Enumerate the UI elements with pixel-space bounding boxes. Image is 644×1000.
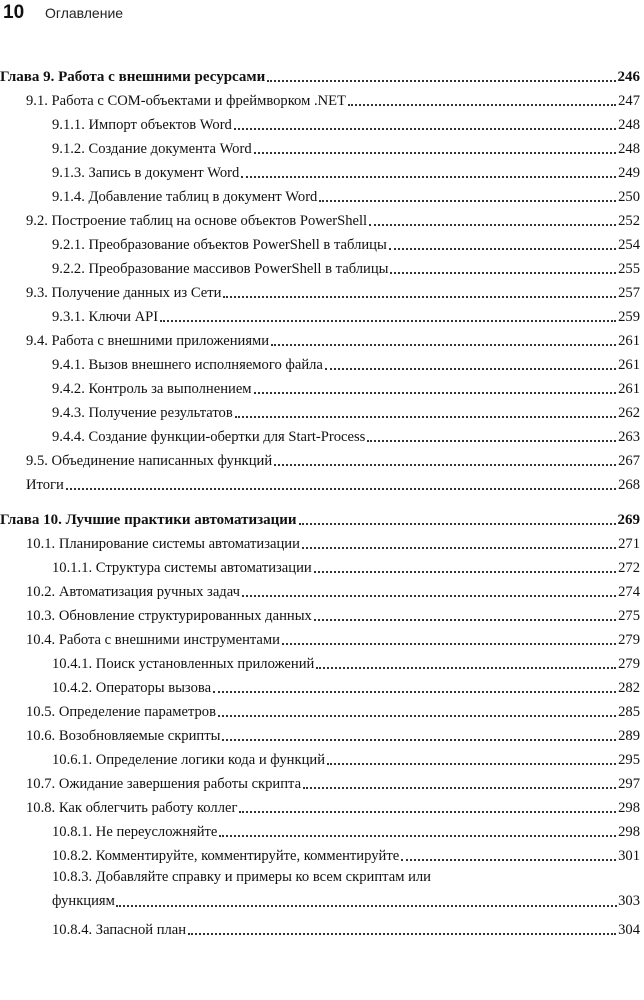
toc-chapter[interactable] <box>0 62 640 86</box>
dot-leader <box>271 343 616 346</box>
running-title: Оглавление <box>45 5 124 21</box>
toc-entry-page: 257 <box>618 285 640 301</box>
toc-entry-page: 269 <box>617 512 640 528</box>
toc-entry[interactable] <box>0 182 640 206</box>
dot-leader <box>367 439 616 442</box>
toc-entry-page: 298 <box>618 800 640 816</box>
toc-entry-page: 285 <box>618 704 640 720</box>
toc-entry[interactable] <box>0 745 640 769</box>
toc-entry-page: 261 <box>618 381 640 397</box>
toc-entry-page: 252 <box>618 213 640 229</box>
toc-entry[interactable] <box>0 350 640 374</box>
table-of-contents <box>0 62 640 939</box>
toc-entry[interactable] <box>0 649 640 673</box>
toc-entry-title: 10.3. Обновление структурированных данных <box>26 608 312 624</box>
toc-entry-page: 279 <box>618 632 640 648</box>
toc-entry[interactable] <box>0 134 640 158</box>
toc-entry-page: 268 <box>618 477 640 493</box>
toc-entry[interactable] <box>0 697 640 721</box>
toc-entry-title: 9.4. Работа с внешними приложениями <box>26 333 270 349</box>
toc-entry-page: 279 <box>618 656 640 672</box>
toc-entry[interactable] <box>0 601 640 625</box>
toc-entry-page: 263 <box>618 429 640 445</box>
toc-entry[interactable] <box>0 86 640 110</box>
toc-entry-title: 10.4.1. Поиск установленных приложений <box>52 656 315 672</box>
toc-entry-title: 9.2. Построение таблиц на основе объектов PowerShell <box>26 213 368 229</box>
toc-entry-title: Итоги <box>26 477 64 493</box>
toc-entry-title: 9.4.3. Получение результатов <box>52 405 233 421</box>
toc-entry[interactable] <box>0 230 640 254</box>
toc-entry[interactable] <box>0 577 640 601</box>
toc-entry-title: Глава 10. Лучшие практики автоматизации <box>0 512 297 528</box>
toc-entry-title: 9.4.4. Создание функции-обертки для Start-Process <box>52 429 366 445</box>
toc-entry-title: 9.1.3. Запись в документ Word <box>52 165 240 181</box>
dot-leader <box>369 223 616 226</box>
toc-entry-title: 9.2.2. Преобразование массивов PowerShell в таблицы <box>52 261 389 277</box>
toc-entry[interactable] <box>0 158 640 182</box>
toc-chapter[interactable] <box>0 505 640 529</box>
page-number: 10 <box>3 2 25 23</box>
toc-entry-page: 261 <box>618 357 640 373</box>
dot-leader <box>327 762 616 765</box>
dot-leader <box>314 570 616 573</box>
toc-entry-title: 9.1.1. Импорт объектов Word <box>52 117 232 133</box>
dot-leader <box>242 594 616 597</box>
dot-leader <box>66 487 616 490</box>
toc-entry-title: 10.4. Работа с внешними инструментами <box>26 632 280 648</box>
dot-leader <box>390 271 616 274</box>
dot-leader <box>218 714 616 717</box>
dot-leader <box>160 319 616 322</box>
toc-entry-page: 249 <box>618 165 640 181</box>
toc-entry[interactable] <box>0 398 640 422</box>
toc-entry-page: 298 <box>618 824 640 840</box>
dot-leader <box>239 810 616 813</box>
toc-entry[interactable] <box>0 865 640 915</box>
dot-leader <box>213 690 616 693</box>
toc-entry[interactable] <box>0 446 640 470</box>
toc-entry-page: 272 <box>618 560 640 576</box>
toc-entry-title: 10.5. Определение параметров <box>26 704 216 720</box>
toc-entry-page: 301 <box>618 848 640 864</box>
dot-leader <box>219 834 616 837</box>
toc-entry[interactable] <box>0 793 640 817</box>
toc-entry-page: 246 <box>617 69 640 85</box>
toc-entry-page: 254 <box>618 237 640 253</box>
toc-entry[interactable] <box>0 841 640 865</box>
dot-leader <box>188 932 616 935</box>
dot-leader <box>267 79 615 82</box>
toc-entry[interactable] <box>0 625 640 649</box>
toc-entry-title: 9.5. Объединение написанных функций <box>26 453 273 469</box>
toc-entry[interactable] <box>0 326 640 350</box>
toc-entry[interactable] <box>0 721 640 745</box>
toc-entry-page: 289 <box>618 728 640 744</box>
toc-entry-page: 267 <box>618 453 640 469</box>
toc-entry-title: 10.8.1. Не переусложняйте <box>52 824 218 840</box>
dot-leader <box>401 858 616 861</box>
toc-entry-title: 10.6. Возобновляемые скрипты <box>26 728 221 744</box>
page-header <box>0 0 644 28</box>
toc-entry-title: 9.2.1. Преобразование объектов PowerShell в таблицы <box>52 237 387 253</box>
toc-entry-title: 10.8.3. Добавляйте справку и примеры ко всем скриптам или <box>52 869 431 885</box>
toc-entry[interactable] <box>0 470 640 494</box>
toc-entry-page: 262 <box>618 405 640 421</box>
toc-entry-title: 10.8. Как облегчить работу коллег <box>26 800 238 816</box>
dot-leader <box>303 786 616 789</box>
toc-entry-title: 10.1. Планирование системы автоматизации <box>26 536 300 552</box>
toc-entry-page: 271 <box>618 536 640 552</box>
toc-entry-page: 248 <box>618 141 640 157</box>
toc-entry[interactable] <box>0 529 640 553</box>
dot-leader <box>234 127 616 130</box>
toc-entry-title: 9.3. Получение данных из Сети <box>26 285 222 301</box>
toc-entry-page: 303 <box>618 893 640 909</box>
dot-leader <box>223 295 616 298</box>
toc-entry-title: 9.4.1. Вызов внешнего исполняемого файла <box>52 357 323 373</box>
toc-entry-title: 10.2. Автоматизация ручных задач <box>26 584 240 600</box>
toc-entry-title: 9.1.4. Добавление таблиц в документ Word <box>52 189 318 205</box>
toc-entry-page: 304 <box>618 922 640 938</box>
dot-leader <box>235 415 616 418</box>
toc-entry[interactable] <box>0 302 640 326</box>
toc-entry[interactable] <box>0 915 640 939</box>
toc-entry-line <box>0 889 640 913</box>
toc-entry-title: 9.3.1. Ключи API <box>52 309 159 325</box>
toc-entry[interactable] <box>0 206 640 230</box>
toc-entry-title: 9.1.2. Создание документа Word <box>52 141 252 157</box>
toc-entry-page: 297 <box>618 776 640 792</box>
dot-leader <box>348 103 616 106</box>
toc-entry-title: 10.4.2. Операторы вызова <box>52 680 212 696</box>
toc-entry-title: Глава 9. Работа с внешними ресурсами <box>0 69 266 85</box>
toc-entry-page: 248 <box>618 117 640 133</box>
toc-entry-title: 9.4.2. Контроль за выполнением <box>52 381 252 397</box>
toc-entry-title: 10.8.4. Запасной план <box>52 922 187 938</box>
toc-entry-title-cont: функциям <box>52 893 115 909</box>
toc-entry[interactable] <box>0 254 640 278</box>
toc-entry-title: 10.1.1. Структура системы автоматизации <box>52 560 312 576</box>
toc-entry[interactable] <box>0 422 640 446</box>
dot-leader <box>389 247 616 250</box>
toc-entry-page: 295 <box>618 752 640 768</box>
dot-leader <box>254 151 616 154</box>
dot-leader <box>314 618 616 621</box>
toc-entry-page: 275 <box>618 608 640 624</box>
dot-leader <box>282 642 616 645</box>
dot-leader <box>299 522 616 525</box>
toc-entry-page: 274 <box>618 584 640 600</box>
toc-entry-page: 259 <box>618 309 640 325</box>
toc-entry-page: 282 <box>618 680 640 696</box>
dot-leader <box>274 463 616 466</box>
toc-entry-page: 250 <box>618 189 640 205</box>
toc-entry-title: 10.8.2. Комментируйте, комментируйте, комментируйте <box>52 848 400 864</box>
toc-entry[interactable] <box>0 673 640 697</box>
toc-entry[interactable] <box>0 374 640 398</box>
toc-entry[interactable] <box>0 110 640 134</box>
toc-entry[interactable] <box>0 553 640 577</box>
dot-leader <box>316 666 616 669</box>
dot-leader <box>325 367 616 370</box>
dot-leader <box>116 904 617 907</box>
toc-entry[interactable] <box>0 769 640 793</box>
toc-entry-title: 10.6.1. Определение логики кода и функций <box>52 752 325 768</box>
toc-entry-title: 10.7. Ожидание завершения работы скрипта <box>26 776 302 792</box>
dot-leader <box>254 391 617 394</box>
toc-entry-page: 247 <box>618 93 640 109</box>
toc-entry[interactable] <box>0 817 640 841</box>
toc-entry-page: 261 <box>618 333 640 349</box>
toc-entry[interactable] <box>0 278 640 302</box>
toc-entry-page: 255 <box>618 261 640 277</box>
dot-leader <box>241 175 616 178</box>
dot-leader <box>222 738 616 741</box>
toc-entry-title: 9.1. Работа с COM-объектами и фреймворком .NET <box>26 93 346 109</box>
dot-leader <box>319 199 616 202</box>
dot-leader <box>302 546 616 549</box>
